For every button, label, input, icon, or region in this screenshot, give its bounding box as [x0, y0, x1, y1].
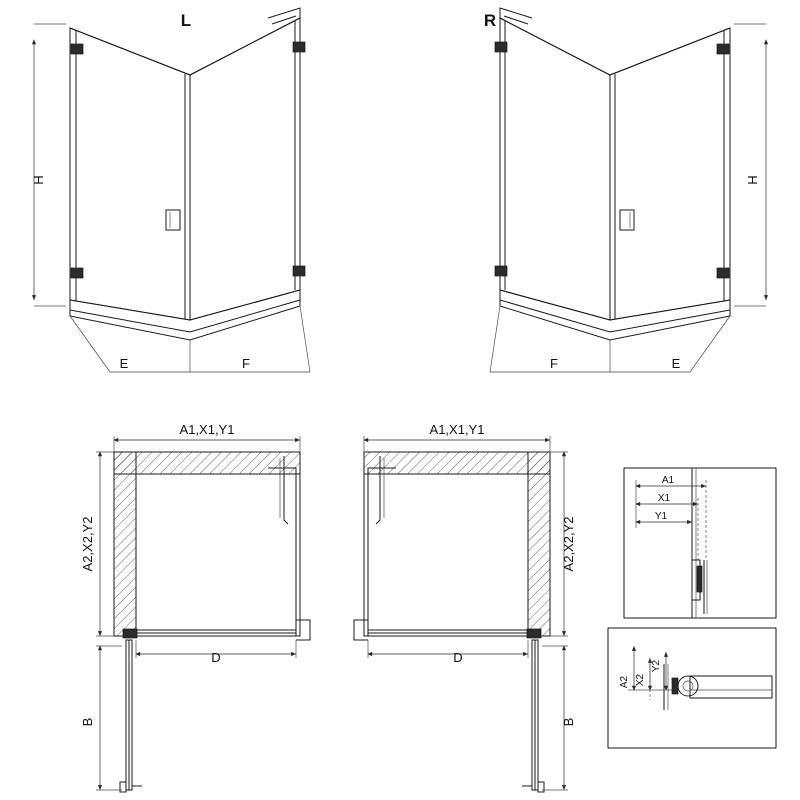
dimension-label-E: E: [119, 356, 129, 371]
detail-label-A2: A2: [619, 675, 630, 689]
dimension-label-A2X2Y2-left: A2,X2,Y2: [80, 516, 95, 572]
dimension-label-A2X2Y2-right: A2,X2,Y2: [561, 516, 576, 572]
dimension-label-H-right: H: [745, 175, 760, 185]
view-label-R: R: [483, 11, 497, 30]
right-hand-3d-view: [484, 8, 766, 372]
dimension-label-H: H: [31, 175, 46, 185]
left-hand-plan-view: [80, 422, 310, 792]
dimension-label-F: F: [242, 356, 250, 371]
detail-label-X1: X1: [657, 493, 671, 504]
wall-profile-detail: [624, 468, 776, 618]
dimension-label-F-right: F: [550, 356, 558, 371]
detail-label-Y1: Y1: [654, 511, 668, 522]
detail-label-A1: A1: [661, 475, 675, 486]
right-hand-plan-view: [354, 422, 576, 792]
detail-label-X2: X2: [635, 673, 646, 687]
hinge-profile-detail: [608, 628, 776, 748]
dimension-label-D-right: D: [453, 650, 463, 665]
dimension-label-A1X1Y1-right: A1,X1,Y1: [429, 422, 485, 437]
view-label-L: L: [180, 11, 192, 30]
dimension-label-D-left: D: [211, 650, 221, 665]
detail-label-Y2: Y2: [651, 659, 662, 673]
dimension-label-B-right: B: [561, 717, 576, 727]
dimension-label-E-right: E: [671, 356, 681, 371]
dimension-label-B-left: B: [80, 717, 95, 727]
dimension-label-A1X1Y1-left: A1,X1,Y1: [179, 422, 235, 437]
left-hand-3d-view: [31, 8, 310, 372]
